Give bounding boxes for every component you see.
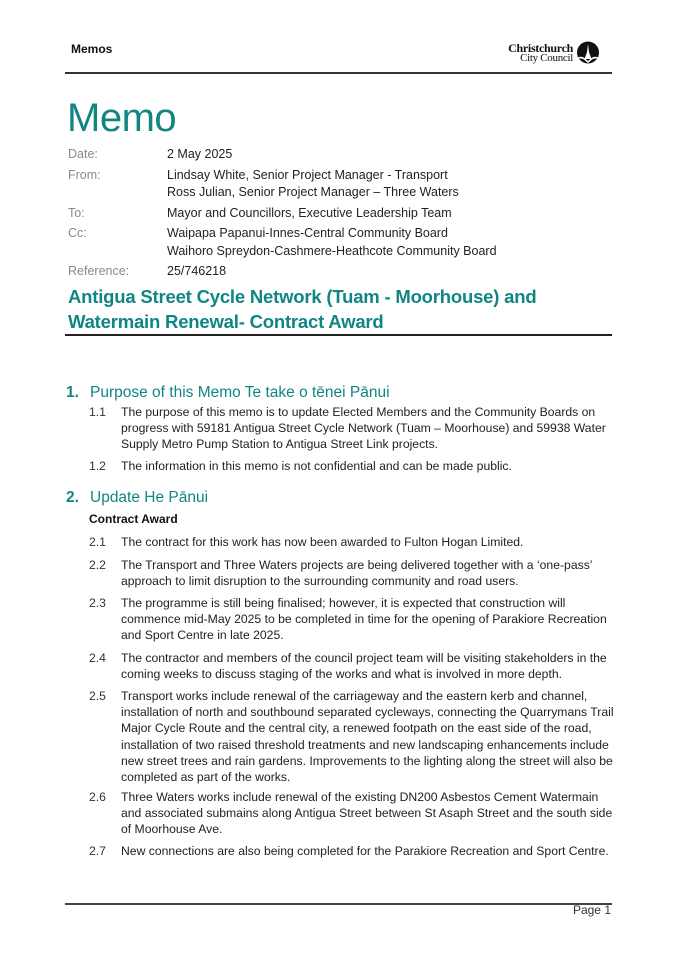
paragraph-text: The contractor and members of the council project team will be visiting stakeholders in the coming weeks to discuss staging of the works and what is involved in more depth. <box>121 651 607 682</box>
paragraph-2-1 <box>89 534 614 550</box>
paragraph-number: 1.2 <box>89 459 106 473</box>
logo-line-2: City Council <box>520 52 573 64</box>
meta-label: To: <box>68 205 85 220</box>
paragraph-number: 2.5 <box>89 689 106 703</box>
meta-row-date <box>68 146 568 164</box>
paragraph-text: The Transport and Three Waters projects are being delivered together with a ‘one-pass’ approach to limit disruption to the surrounding community and road users. <box>121 558 593 589</box>
from-value: Ross Julian, Senior Project Manager – Three Waters <box>167 185 459 199</box>
document-title-line-2: Watermain Renewal- Contract Award <box>68 311 384 332</box>
paragraph-number: 2.1 <box>89 535 106 549</box>
meta-label: Date: <box>68 147 98 161</box>
paragraph-2-4 <box>89 650 614 682</box>
paragraph-2-6 <box>89 789 614 838</box>
paragraph-text: The information in this memo is not confidential and can be made public. <box>121 459 512 473</box>
meta-row-from <box>68 167 568 202</box>
meta-row-cc <box>68 225 568 260</box>
paragraph-text: The contract for this work has now been awarded to Fulton Hogan Limited. <box>121 535 524 549</box>
section-number: 1. <box>66 384 79 401</box>
cathedral-spire-logo-icon <box>576 41 600 65</box>
paragraph-2-2 <box>89 557 614 589</box>
paragraph-2-5 <box>89 688 614 785</box>
meta-label: Cc: <box>68 226 87 240</box>
meta-row-to <box>68 205 568 223</box>
paragraph-2-7 <box>89 843 614 859</box>
section-heading-purpose <box>66 383 390 403</box>
section-title: Update He Pānui <box>90 489 209 506</box>
to-value: Mayor and Councillors, Executive Leadership Team <box>167 205 452 220</box>
paragraph-number: 2.4 <box>89 651 106 665</box>
paragraph-text: The programme is still being finalised; however, it is expected that construction will commence mid-May 2025 to be completed in time for the opening of Parakiore Recreation and Sport Centre in late 2025. <box>121 596 607 643</box>
reference-value: 25/746218 <box>167 264 227 278</box>
header-divider <box>65 72 612 74</box>
page-header <box>65 34 612 74</box>
paragraph-number: 2.3 <box>89 596 106 610</box>
paragraph-number: 2.7 <box>89 844 106 858</box>
logo-line-1: Christchurch <box>508 41 573 55</box>
section-title: Purpose of this Memo Te take o tēnei Pānui <box>90 384 390 401</box>
header-label: Memos <box>71 42 113 56</box>
memo-metadata <box>68 146 568 284</box>
paragraph-1-2 <box>89 458 614 474</box>
paragraph-text: Transport works include renewal of the carriageway and the eastern kerb and channel, installation of north and southbound separated cycleways, connecting the Quarrymans Trail Major Cycle Route and the central city, a renewed footpath on the east side of the road, installation of two raised threshold treatments and new landscaping enhancements include new street trees and rain gardens. Improvements to the lighting along the street will also be completed as part of the works. <box>121 689 614 785</box>
paragraph-text: The purpose of this memo is to update Elected Members and the Community Boards on progress with 59181 Antigua Street Cycle Network (Tuam – Moorhouse) and 59938 Water Supply Metro Pump Station to Antigua Street Link projects. <box>121 405 606 452</box>
paragraph-text: Three Waters works include renewal of the existing DN200 Asbestos Cement Watermain and associated submains along Antigua Street between St Asaph Street and the south side of Moorhouse Ave. <box>121 790 613 837</box>
paragraph-1-1 <box>89 404 614 453</box>
memo-title: Memo <box>67 96 177 140</box>
council-logo <box>508 40 600 66</box>
meta-label: Reference: <box>68 264 130 278</box>
section-number: 2. <box>66 489 79 506</box>
document-title-line-1: Antigua Street Cycle Network (Tuam - Moorhouse) and <box>68 286 537 307</box>
cc-value: Waihoro Spreydon-Cashmere-Heathcote Community Board <box>167 243 497 258</box>
footer-divider <box>65 903 612 905</box>
logo-text <box>508 43 573 63</box>
meta-label: From: <box>68 167 101 182</box>
cc-value: Waipapa Papanui-Innes-Central Community Board <box>167 226 448 240</box>
subheading-contract-award: Contract Award <box>89 512 178 526</box>
page-number: Page 1 <box>572 903 611 917</box>
paragraph-number: 2.6 <box>89 790 106 804</box>
from-value: Lindsay White, Senior Project Manager - Transport <box>167 167 448 182</box>
paragraph-2-3 <box>89 595 614 644</box>
paragraph-number: 2.2 <box>89 558 106 572</box>
title-divider <box>65 334 612 336</box>
paragraph-number: 1.1 <box>89 405 106 419</box>
paragraph-text: New connections are also being completed for the Parakiore Recreation and Sport Centre. <box>121 844 609 858</box>
date-value: 2 May 2025 <box>167 147 233 161</box>
meta-row-reference <box>68 263 568 281</box>
document-title <box>68 284 608 334</box>
section-heading-update <box>66 488 208 508</box>
